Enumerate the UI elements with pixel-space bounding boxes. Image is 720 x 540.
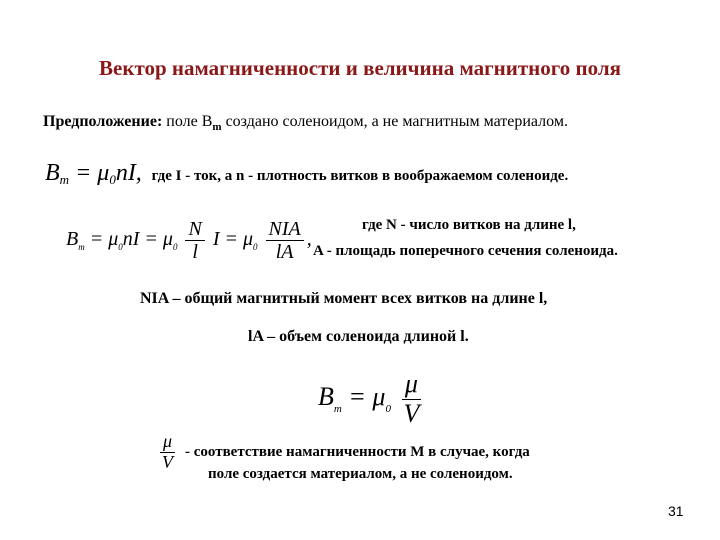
la-line: lA – объем соленоида длиной l.	[248, 328, 469, 345]
formula3: $B_m = \mu_0$ $\frac{\mu}{V}$	[318, 370, 425, 428]
formula2: $B_m = \mu_0nI = \mu_0$ $\frac{N}{l}$ $I = \mu_0$ $\frac{\text{NIA}}{lA}$ ,	[66, 218, 312, 263]
fraction-mu-v-standalone: $\frac{\mu}{V}$	[156, 432, 179, 473]
correspondence-line-1: - соответствие намагниченности M в случае, когда	[185, 444, 530, 460]
nia-line: NIA – общий магнитный момент всех витков на длине l,	[140, 290, 548, 307]
slide-title: Вектор намагниченности и величина магнитного поля	[99, 56, 621, 80]
assumption-line	[43, 113, 568, 131]
formula1-description: где I - ток, а n - плотность витков в воображаемом соленоиде.	[151, 168, 569, 184]
assumption-label: Предположение:	[43, 113, 163, 130]
where-line-2: A - площадь поперечного сечения соленоида.	[313, 243, 618, 259]
page-number: 31	[668, 503, 684, 519]
formula1-line	[45, 160, 568, 187]
correspondence-line-2: поле создается материалом, а не соленоидом.	[208, 466, 513, 482]
formula1: Bm = μ0nI,	[45, 160, 142, 187]
fraction-mu-over-v: $\frac{\mu}{V}$	[403, 369, 420, 428]
assumption-text-b: создано соленоидом, а не магнитным материалом.	[225, 113, 568, 130]
fraction-n-over-l: $\frac{N}{l}$	[185, 218, 204, 263]
assumption-text-a: поле B	[166, 113, 213, 130]
fraction-nia-over-la: $\frac{\text{NIA}}{lA}$	[266, 218, 304, 263]
assumption-sub: m	[212, 121, 222, 133]
where-line-1: где N - число витков на длине l,	[362, 217, 576, 233]
